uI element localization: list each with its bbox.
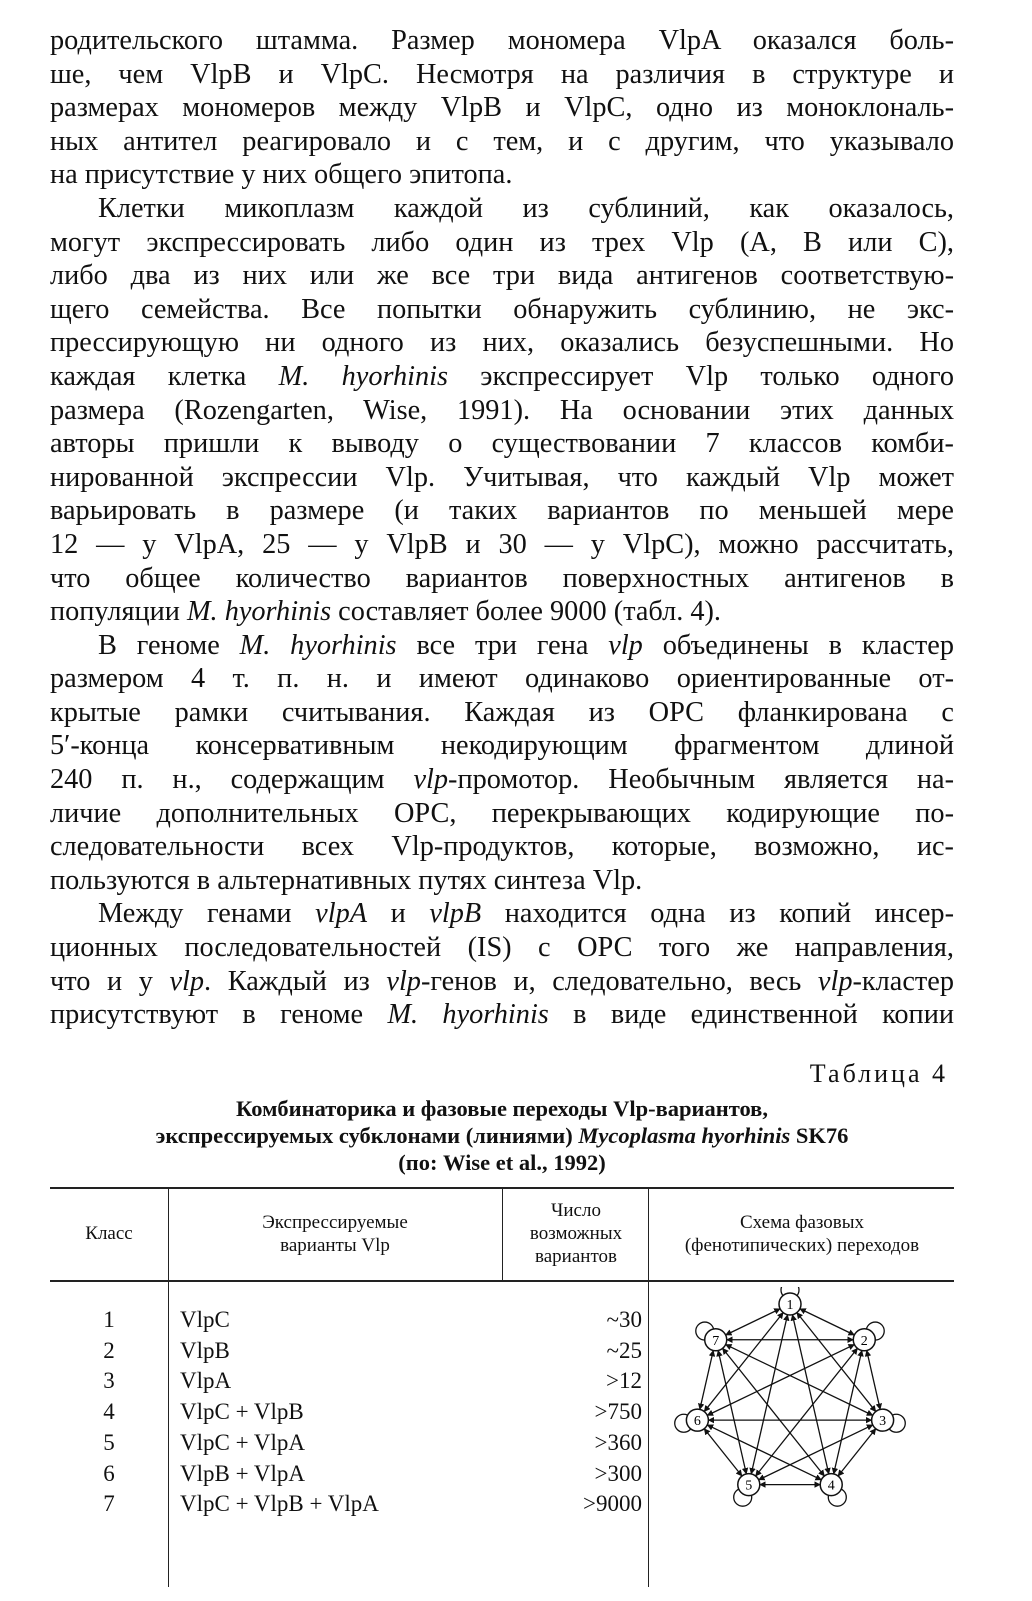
paragraph: [50, 24, 954, 192]
header-variants: [170, 1211, 500, 1257]
cell-variants: VlpC + VlpB + VlpA: [180, 1491, 379, 1517]
cell-class: 5: [103, 1429, 115, 1455]
cell-variants: VlpA: [180, 1368, 232, 1394]
text-line: что и у vlp. Каждый из vlp-генов и, следовательно, весь vlp-кластер: [50, 965, 954, 997]
table-title: [50, 1095, 954, 1176]
text-line: либо два из них или же все три вида антигенов соответствую-: [50, 260, 954, 292]
text-line: щего семейства. Все попытки обнаружить сублинию, не экс-: [50, 293, 954, 325]
transition-edge: [718, 1350, 746, 1473]
transition-edge: [867, 1350, 880, 1409]
transition-edge: [704, 1313, 783, 1412]
text-line: Клетки микоплазм каждой из сублиний, как оказалось,: [98, 192, 954, 224]
text-line: могут экспрессировать либо один из трех Vlp (A, B или C),: [50, 226, 954, 258]
col-divider-2: [502, 1187, 503, 1280]
transition-edge: [707, 1425, 821, 1480]
cell-variants: VlpC + VlpA: [180, 1429, 306, 1455]
header-count-line-1: Число: [551, 1200, 601, 1221]
transition-edge: [700, 1350, 713, 1409]
cell-variants: VlpC: [180, 1307, 230, 1332]
state-node-label: 7: [712, 1333, 720, 1349]
text-line: каждая клетка M. hyorhinis экспрессирует Vlp только одного: [50, 360, 954, 392]
header-count: [504, 1199, 648, 1268]
text-line: что общее количество вариантов поверхностных антигенов в: [50, 562, 954, 594]
header-variants-line-1: Экспрессируемые: [262, 1212, 408, 1233]
table-title-line-3: (по: Wise et al., 1992): [398, 1150, 606, 1175]
cell-variants: VlpC + VlpB: [180, 1399, 304, 1425]
cell-count: >750: [594, 1399, 642, 1425]
text-line: на присутствие у них общего эпитопа.: [50, 159, 513, 191]
header-class: [50, 1222, 168, 1245]
cell-count: ~25: [606, 1337, 642, 1363]
transition-edge: [834, 1350, 862, 1473]
text-line: популяции M. hyorhinis составляет более 9000 (табл. 4).: [50, 596, 722, 628]
state-node-label: 2: [860, 1333, 868, 1349]
text-line: нированной экспрессии Vlp. Учитывая, что каждый Vlp может: [50, 461, 954, 493]
header-count-line-3: вариантов: [535, 1246, 617, 1267]
cell-class: 7: [103, 1491, 115, 1517]
text-line: ционных последовательностей (IS) с ОРС того же направления,: [50, 932, 954, 964]
table-row: [50, 1491, 650, 1521]
text-line: ше, чем VlpB и VlpC. Несмотря на различия в структуре и: [50, 58, 954, 90]
cell-variants: VlpB: [180, 1337, 230, 1363]
cell-variants: VlpB + VlpA: [180, 1460, 306, 1486]
text-line: В геноме M. hyorhinis все три гена vlp объединены в кластер: [98, 629, 954, 661]
text-line: личие дополнительных ОРС, перекрывающих кодирующие по-: [50, 797, 954, 829]
table-row: [50, 1461, 650, 1491]
table-row: [50, 1368, 650, 1398]
transition-edge: [800, 1309, 854, 1335]
table-row: [50, 1399, 650, 1429]
text-line: пользуются в альтернативных путях синтеза Vlp.: [50, 864, 643, 896]
phase-transition-diagram: [670, 1287, 910, 1507]
cell-class: 6: [103, 1460, 115, 1486]
text-line: Между генами vlpA и vlpB находится одна из копий инсер-: [98, 898, 954, 930]
table-title-line-1: Комбинаторика и фазовые переходы Vlp-вариантов,: [236, 1096, 768, 1121]
text-line: присутствуют в геноме M. hyorhinis в виде единственной копии: [50, 999, 954, 1031]
cell-class: 1: [103, 1307, 115, 1332]
header-class-text: Класс: [85, 1223, 133, 1244]
text-line: следовательности всех Vlp-продуктов, которые, возможно, ис-: [50, 831, 954, 863]
table-row: [50, 1338, 650, 1368]
paragraph: [50, 897, 954, 1031]
table-row: [50, 1307, 650, 1337]
text-line: ных антител реагировало и с тем, и с другим, что указывало: [50, 125, 954, 157]
text-line: варьировать в размере (и таких вариантов по меньшей мере: [50, 495, 954, 527]
header-scheme-line-2: (фенотипических) переходов: [684, 1235, 920, 1256]
text-line: размерах мономеров между VlpB и VlpC, одно из моноклональ-: [50, 92, 954, 124]
cell-count: >360: [594, 1429, 642, 1455]
text-line: 5′-конца консервативным некодирующим фрагментом длиной: [50, 730, 954, 762]
cell-count: ~30: [606, 1307, 642, 1332]
text-line: 240 п. н., содержащим vlp-промотор. Необычным является на-: [50, 764, 954, 796]
transition-edge: [704, 1429, 742, 1476]
table-header-rule: [50, 1280, 954, 1282]
text-line: размером 4 т. п. н. и имеют одинаково ориентированные от-: [50, 663, 954, 695]
header-scheme-line-1: Схема фазовых: [739, 1212, 865, 1233]
text-line: родительского штамма. Размер мономера VlpA оказался боль-: [50, 25, 954, 56]
text-line: крытые рамки считывания. Каждая из ОРС фланкирована с: [50, 696, 954, 728]
table-label: Таблица 4: [809, 1059, 948, 1088]
header-variants-line-2: варианты Vlp: [280, 1235, 390, 1256]
transition-edge: [792, 1315, 828, 1474]
state-node-label: 1: [786, 1298, 794, 1313]
header-scheme: [650, 1211, 954, 1257]
paragraph: [50, 629, 954, 898]
cell-count: >9000: [583, 1491, 642, 1517]
text-line: 12 — у VlpA, 25 — у VlpB и 30 — у VlpC), можно рассчитать,: [50, 528, 954, 560]
transition-edge: [797, 1313, 876, 1412]
state-node-label: 5: [745, 1478, 753, 1494]
transition-edge: [838, 1429, 876, 1476]
cell-class: 3: [103, 1368, 115, 1394]
transition-edge: [759, 1425, 873, 1480]
text-line: авторы пришли к выводу о существовании 7 классов комби-: [50, 428, 954, 460]
cell-count: >12: [606, 1368, 642, 1394]
state-node-label: 3: [879, 1414, 887, 1430]
text-line: прессирующую ни одного из них, оказались безуспешными. Но: [50, 327, 954, 359]
state-node-label: 4: [827, 1478, 835, 1494]
state-node-label: 6: [693, 1414, 701, 1430]
paragraph: [50, 192, 954, 629]
body-text: [50, 24, 954, 1032]
header-count-line-2: возможных: [529, 1223, 623, 1244]
transition-edge: [726, 1309, 780, 1335]
text-line: размера (Rozengarten, Wise, 1991). На основании этих данных: [50, 394, 954, 426]
table-row: [50, 1430, 650, 1460]
table-title-line-2: экспрессируемых субклонами (линиями) Mycoplasma hyorhinis SK76: [155, 1123, 849, 1148]
cell-class: 2: [103, 1337, 115, 1363]
cell-count: >300: [594, 1460, 642, 1486]
transition-edge: [751, 1315, 787, 1474]
cell-class: 4: [103, 1399, 115, 1425]
